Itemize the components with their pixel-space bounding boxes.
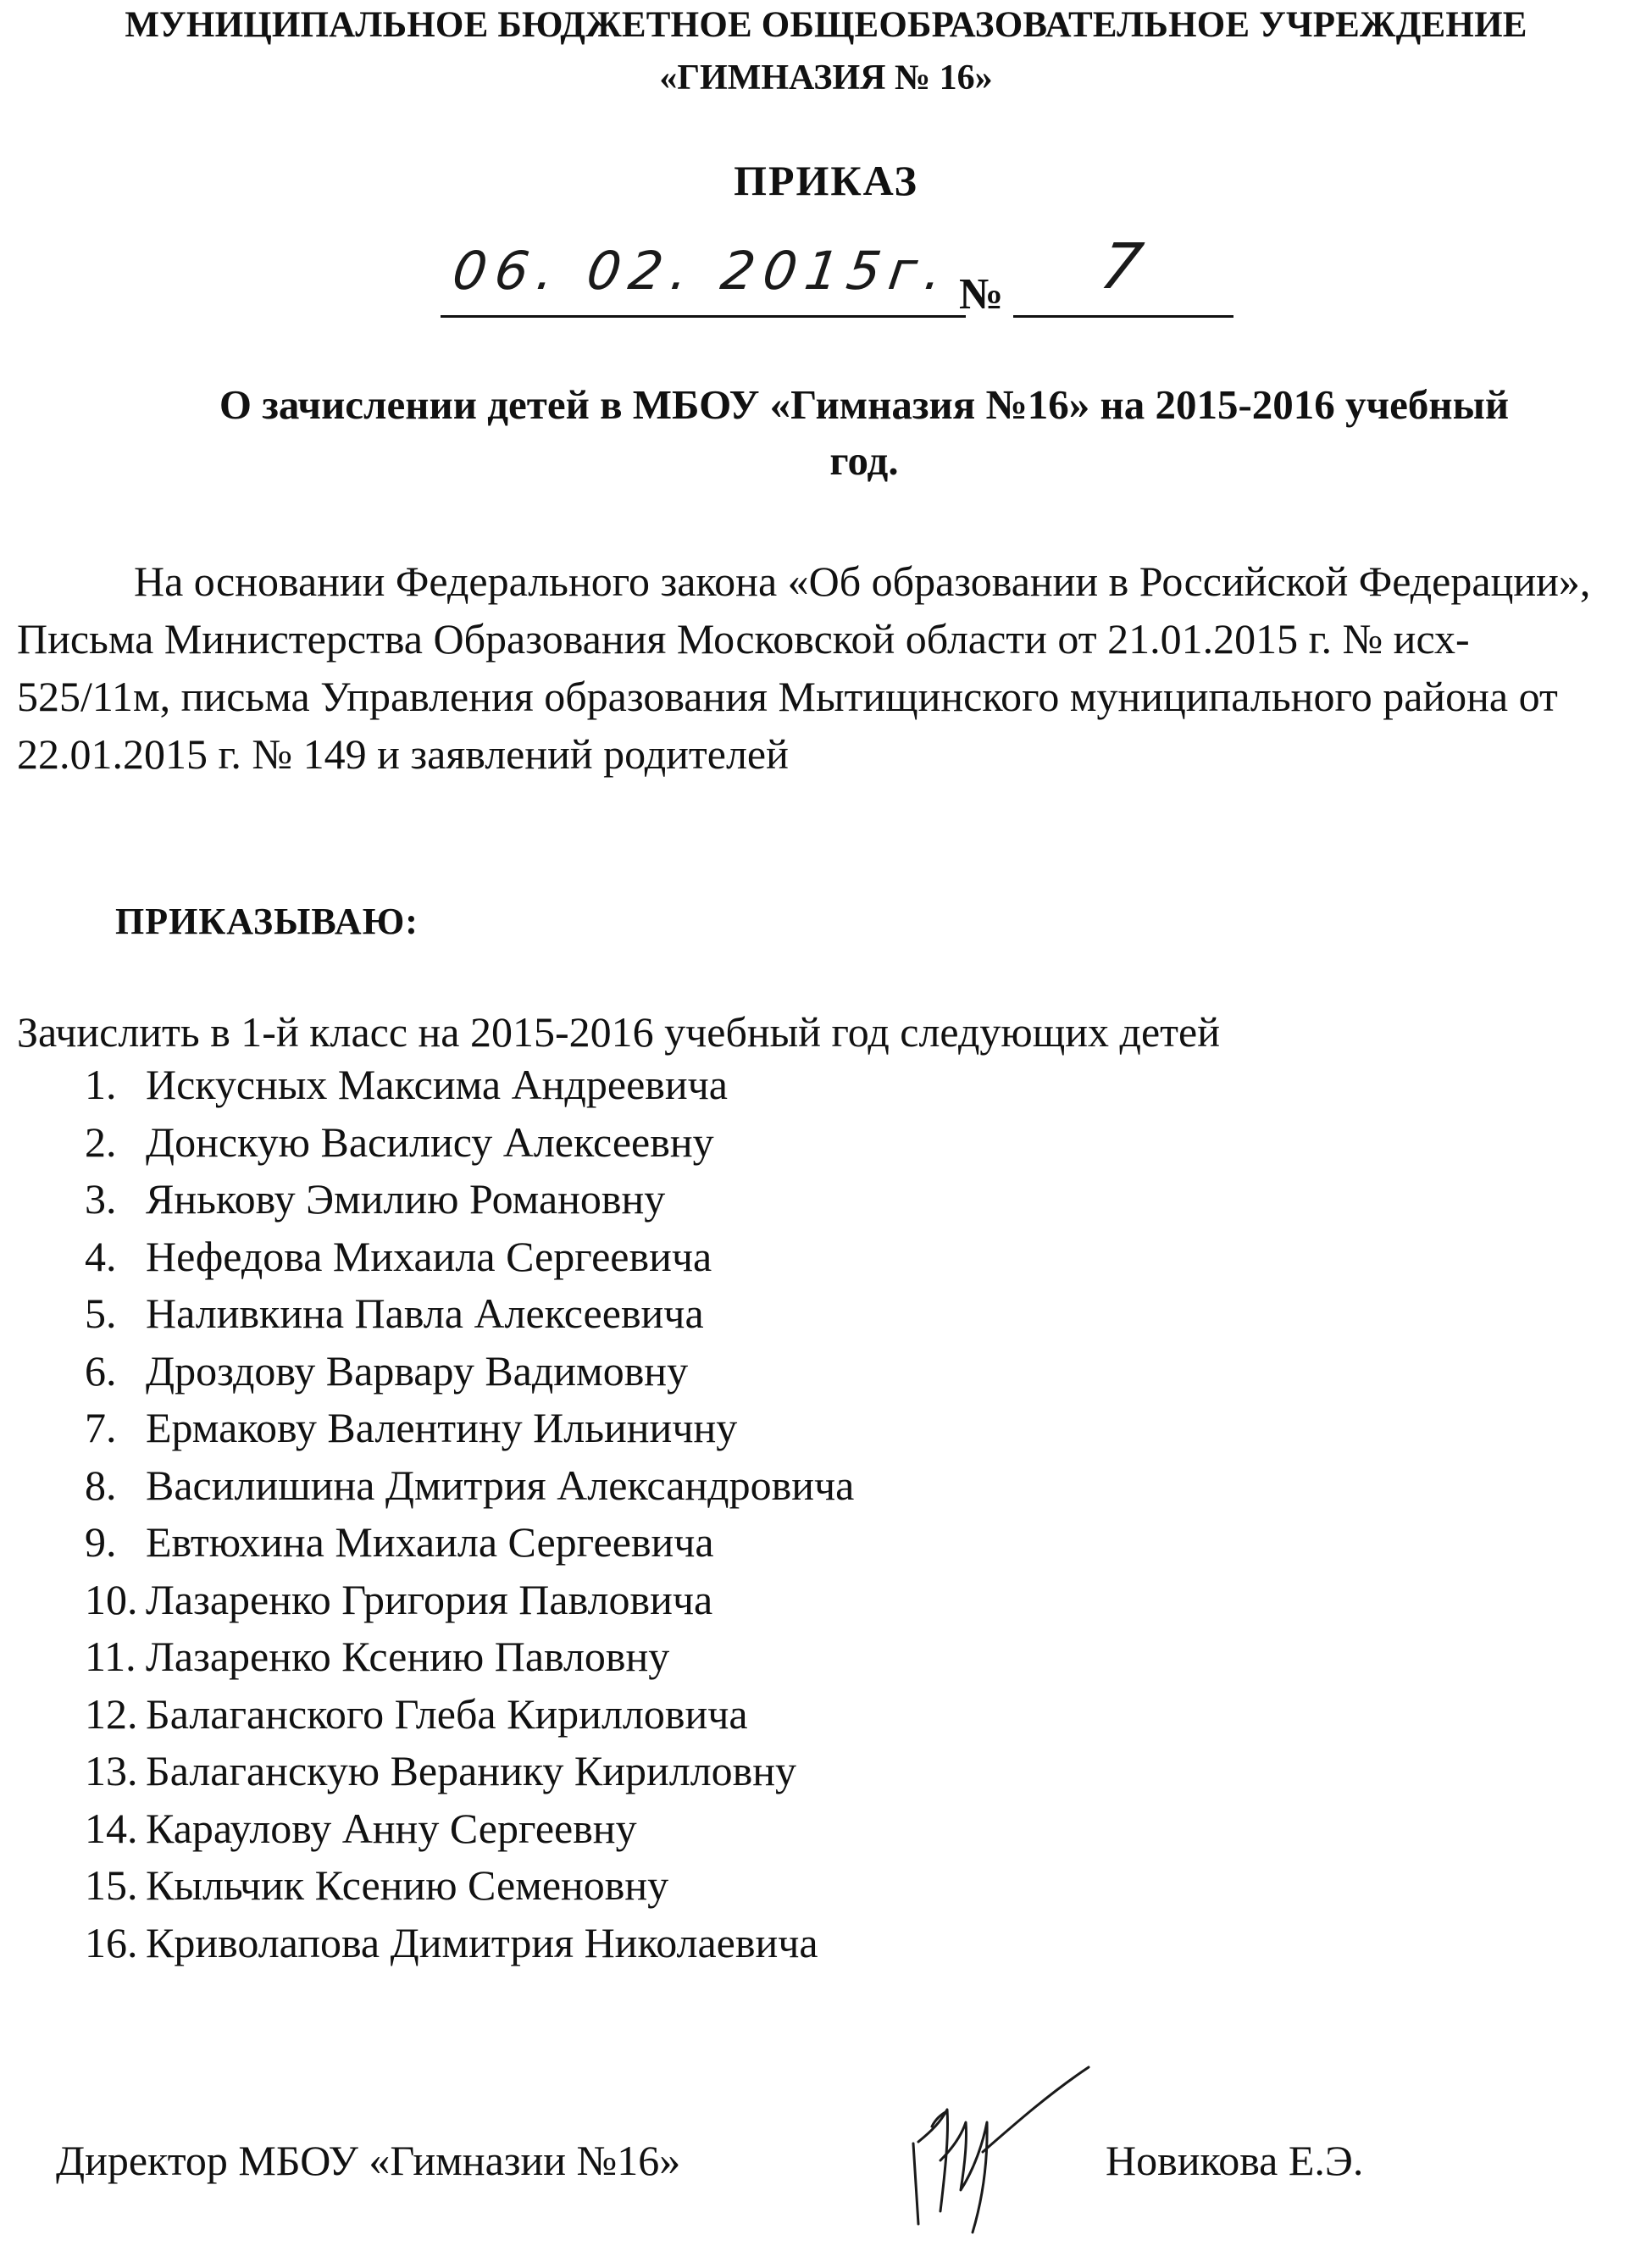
director-title: Директор МБОУ «Гимназии №16» [56, 2137, 681, 2184]
list-item [85, 1628, 854, 1686]
list-item-name: Лазаренко Ксению Павловну [146, 1633, 670, 1680]
list-item [85, 1572, 854, 1629]
list-item-name: Кыльчик Ксению Семеновну [146, 1861, 669, 1909]
number-underline [1013, 315, 1233, 318]
list-item [85, 1400, 854, 1457]
list-item [85, 1228, 854, 1286]
list-item-name: Балаганского Глеба Кирилловича [146, 1689, 748, 1738]
list-item-number: 12. [85, 1689, 138, 1738]
list-item-name: Нефедова Михаила Сергеевича [146, 1232, 712, 1280]
list-item-number: 11. [85, 1633, 136, 1680]
order-basis-paragraph: На основании Федерального закона «Об образовании в Российской Федерации», Письма Министерства Образования Московской области от 21.01.2015 г. № исх- 525/11м, письма Управления образования Мытищинского муниципального района от 22.01.2015 г. № 149 и заявлений родителей [17, 557, 1591, 778]
order-directive-word: ПРИКАЗЫВАЮ: [115, 901, 419, 942]
order-number-handwritten: 7 [1095, 230, 1148, 303]
list-item [85, 1171, 854, 1228]
list-item-name: Караулову Анну Сергеевну [146, 1804, 637, 1852]
list-item [85, 1343, 854, 1400]
organization-name-line1: МУНИЦИПАЛЬНОЕ БЮДЖЕТНОЕ ОБЩЕОБРАЗОВАТЕЛЬНОЕ УЧРЕЖДЕНИЕ [125, 5, 1527, 45]
list-item-name: Донскую Василису Алексеевну [146, 1117, 714, 1166]
list-item-number: 5. [85, 1289, 117, 1337]
order-number-sign: № [959, 270, 1004, 319]
list-item-number: 9. [85, 1518, 117, 1566]
list-item-number: 13. [85, 1747, 138, 1794]
list-item [85, 1285, 854, 1343]
list-item-number: 1. [85, 1061, 117, 1108]
student-list [85, 1056, 854, 1971]
list-item-name: Дроздову Варвару Вадимовну [146, 1346, 689, 1395]
list-item-name: Искусных Максима Андреевича [146, 1061, 728, 1108]
order-date-handwritten: 06. 02. 2015г. [448, 240, 955, 302]
list-item-number: 2. [85, 1117, 117, 1166]
list-item-number: 15. [85, 1861, 138, 1909]
list-item-number: 7. [85, 1404, 117, 1451]
list-item-name: Евтюхина Михаила Сергеевича [146, 1518, 714, 1566]
order-subject: О зачислении детей в МБОУ «Гимназия №16» на 2015-2016 учебный год. [219, 381, 1510, 484]
list-item [85, 1114, 854, 1172]
list-item-number: 6. [85, 1346, 117, 1395]
list-item-number: 4. [85, 1232, 117, 1280]
date-underline [441, 315, 966, 318]
list-item-name: Ермакову Валентину Ильиничну [146, 1404, 738, 1451]
enrollment-intro: Зачислить в 1-й класс на 2015-2016 учебный год следующих детей [17, 1008, 1220, 1056]
list-item-number: 8. [85, 1461, 117, 1509]
list-item [85, 1457, 854, 1515]
document-title: ПРИКАЗ [734, 157, 918, 204]
list-item [85, 1857, 854, 1915]
organization-name-line2: «ГИМНАЗИЯ № 16» [659, 58, 993, 97]
list-item [85, 1686, 854, 1744]
list-item-name: Наливкина Павла Алексеевича [146, 1289, 704, 1337]
list-item-name: Лазаренко Григория Павловича [146, 1575, 713, 1623]
list-item-name: Янькову Эмилию Романовну [146, 1175, 666, 1223]
list-item [85, 1915, 854, 1972]
list-item [85, 1743, 854, 1800]
list-item-number: 14. [85, 1804, 138, 1852]
list-item [85, 1514, 854, 1572]
list-item-name: Василишина Дмитрия Александровича [146, 1461, 855, 1509]
list-item-name: Балаганскую Веранику Кирилловну [146, 1747, 797, 1794]
director-name: Новикова Е.Э. [1106, 2137, 1364, 2184]
list-item-number: 3. [85, 1175, 117, 1223]
list-item [85, 1800, 854, 1858]
director-signature-mark [881, 2042, 1101, 2237]
list-item-number: 10. [85, 1575, 138, 1623]
list-item-name: Криволапова Димитрия Николаевича [146, 1918, 818, 1966]
list-item [85, 1056, 854, 1114]
list-item-number: 16. [85, 1918, 138, 1966]
